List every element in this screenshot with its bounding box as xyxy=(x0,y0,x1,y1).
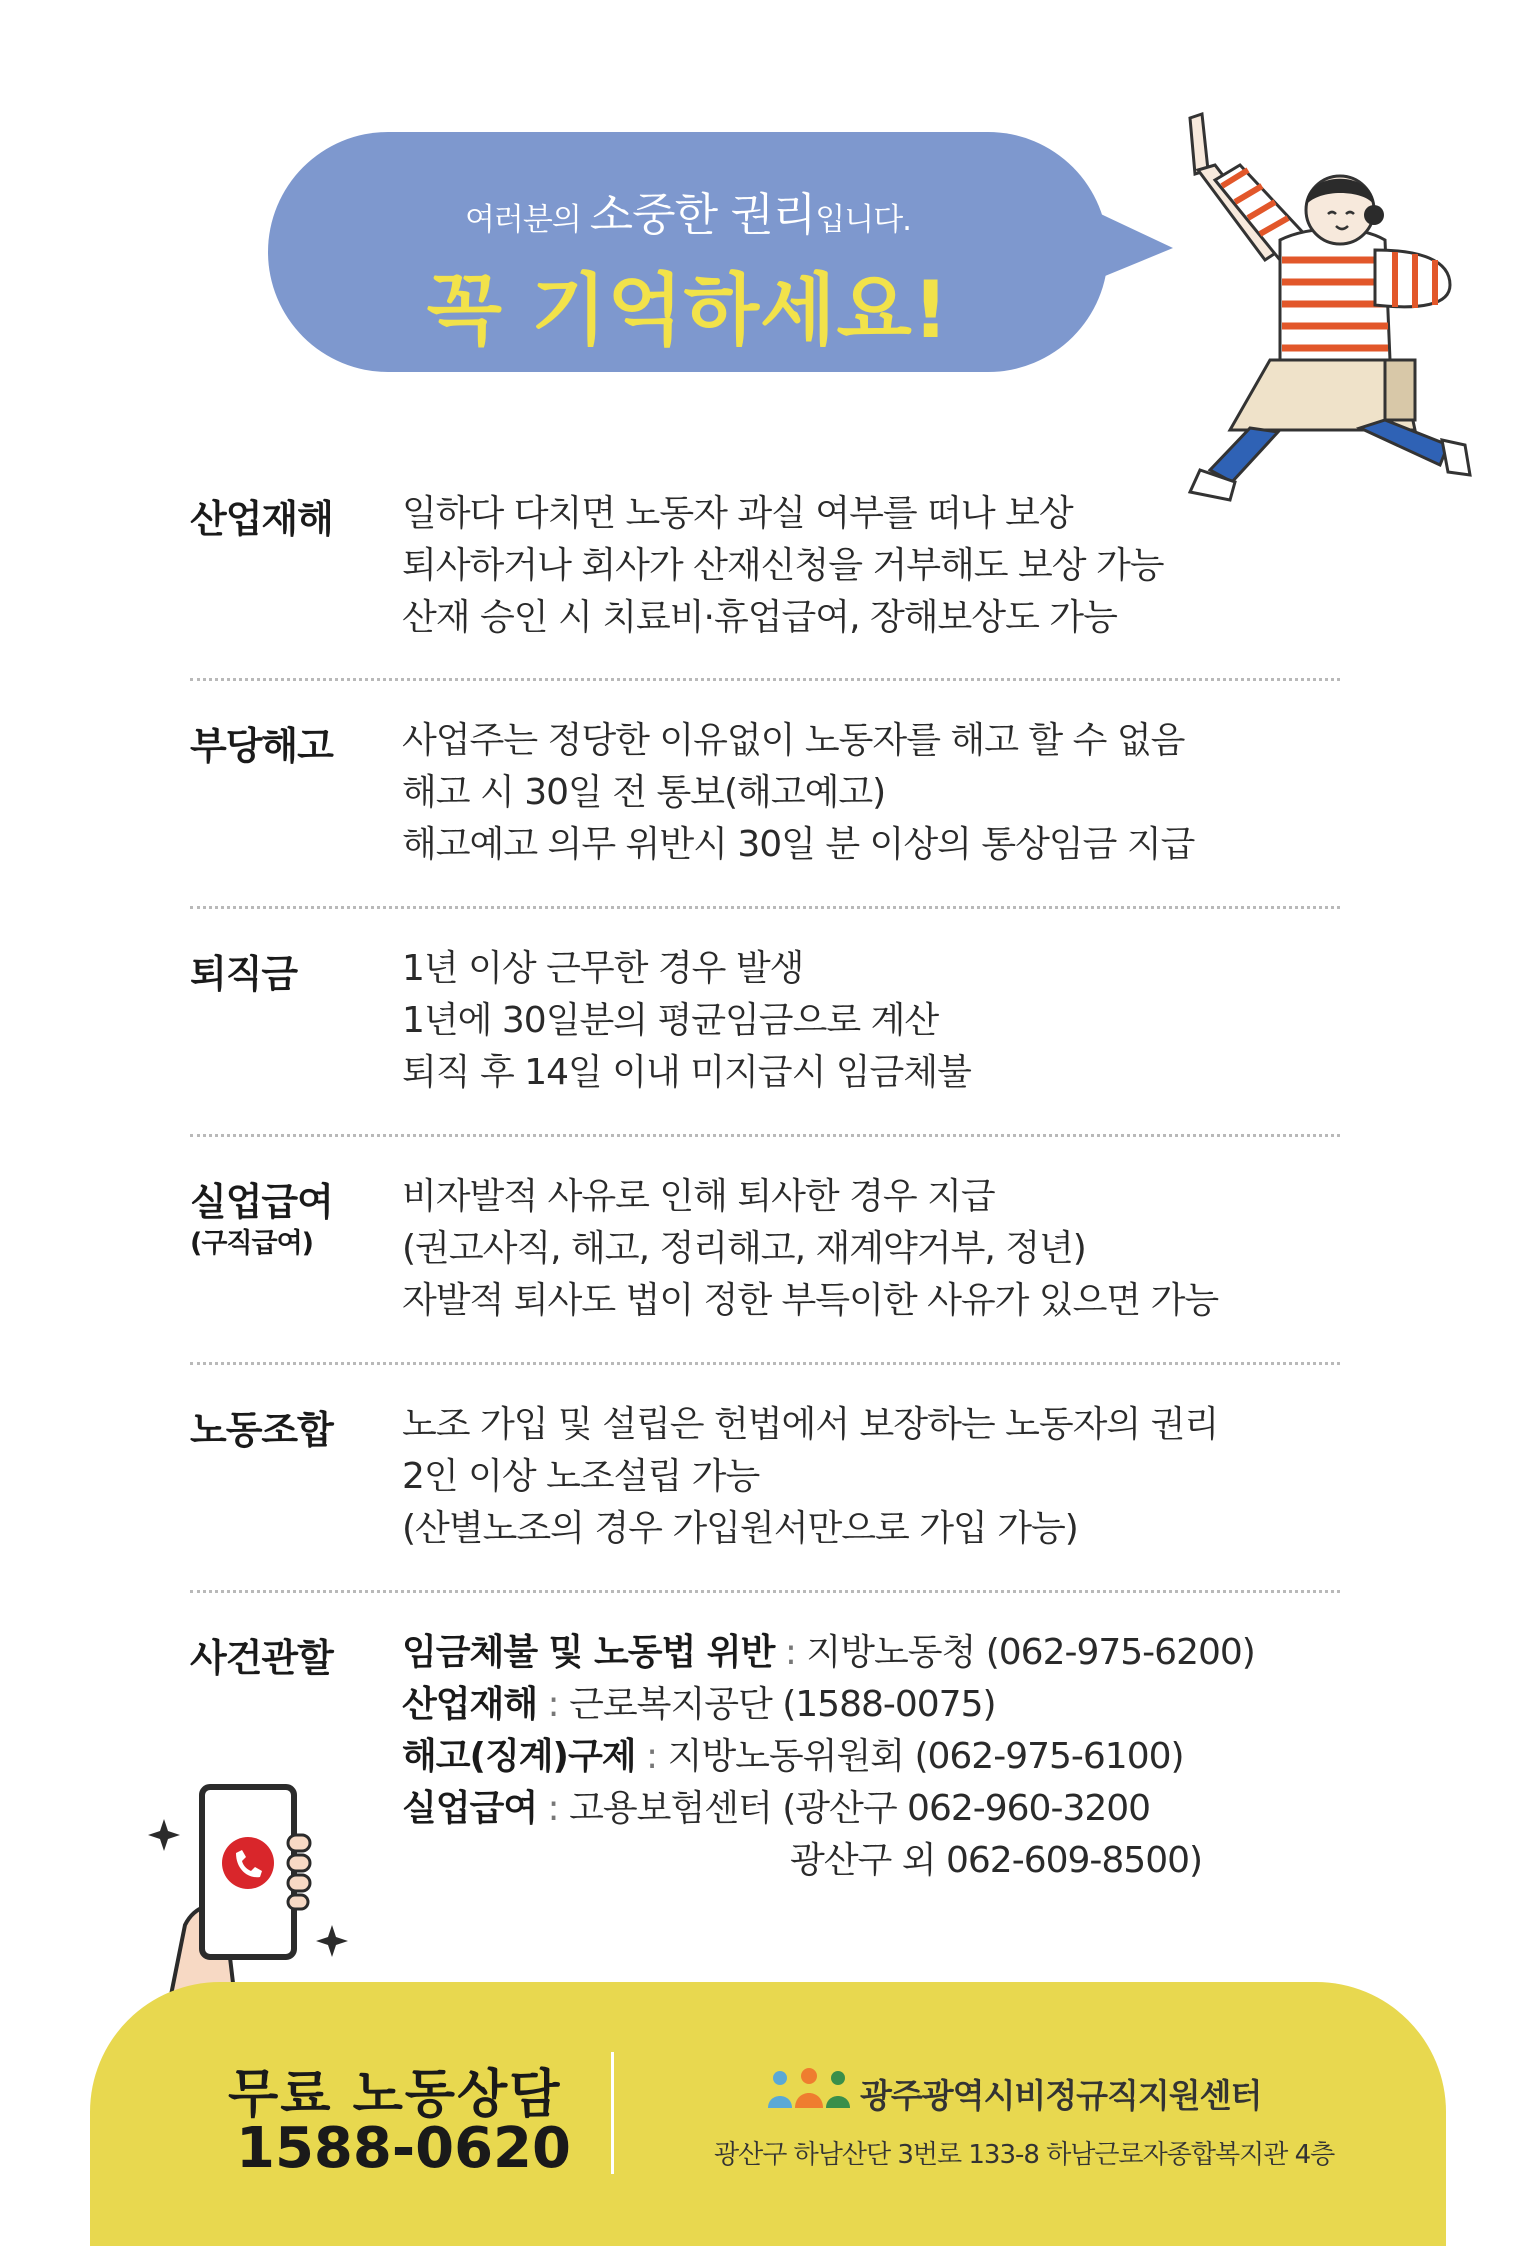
section-line: 퇴사하거나 회사가 산재신청을 거부해도 보상 가능 xyxy=(402,545,1164,586)
header-sub-prefix: 여러분의 xyxy=(464,202,581,238)
section-divider xyxy=(190,1134,1340,1137)
header-sub-emphasis: 소중한 권리 xyxy=(589,188,816,241)
jurisdiction-separator: : xyxy=(537,1788,570,1829)
section-line: 퇴직 후 14일 이내 미지급시 임금체불 xyxy=(402,1052,971,1093)
organization-name: 광주광역시비정규직지원센터 xyxy=(860,2076,1262,2115)
jurisdiction-label: 실업급여 xyxy=(402,1788,538,1829)
footer-divider xyxy=(611,2052,614,2174)
section-title: 사건관할 xyxy=(190,1636,333,1680)
organization-address: 광산구 하남산단 3번로 133-8 하남근로자종합복지관 4층 xyxy=(714,2140,1335,2170)
section-divider xyxy=(190,678,1340,681)
woman-pointing-icon xyxy=(1160,110,1490,530)
section-line: 1년에 30일분의 평균임금으로 계산 xyxy=(402,1000,939,1041)
jurisdiction-value: 지방노동청 (062-975-6200) xyxy=(806,1632,1255,1673)
section-title: 실업급여 xyxy=(190,1180,333,1224)
phone-in-hand-icon xyxy=(140,1775,380,2000)
section-lines xyxy=(402,943,971,1099)
section-line: 해고 시 30일 전 통보(해고예고) xyxy=(402,772,886,813)
section-title: 퇴직금 xyxy=(190,952,298,996)
section-line: 2인 이상 노조설립 가능 xyxy=(402,1456,760,1497)
free-consultation-title: 무료 노동상담 xyxy=(228,2065,562,2125)
people-group-logo-icon xyxy=(764,2066,854,2110)
jurisdiction-value: 고용보험센터 (광산구 062-960-3200 xyxy=(569,1788,1151,1829)
section-line: 노조 가입 및 설립은 헌법에서 보장하는 노동자의 권리 xyxy=(402,1404,1219,1445)
section-line: 산재 승인 시 치료비·휴업급여, 장해보상도 가능 xyxy=(402,597,1117,638)
section-line: 1년 이상 근무한 경우 발생 xyxy=(402,948,804,989)
section-line: 일하다 다치면 노동자 과실 여부를 떠나 보상 xyxy=(402,493,1073,534)
section-line: 해고예고 의무 위반시 30일 분 이상의 통상임금 지급 xyxy=(402,824,1195,865)
section-title: 노동조합 xyxy=(190,1408,333,1452)
section-line: (권고사직, 해고, 정리해고, 재계약거부, 정년) xyxy=(402,1228,1086,1269)
section-line: 비자발적 사유로 인해 퇴사한 경우 지급 xyxy=(402,1176,995,1217)
section-divider xyxy=(190,1590,1340,1593)
jurisdiction-label: 해고(징계)구제 xyxy=(402,1736,636,1777)
jurisdiction-item xyxy=(402,1679,1255,1731)
section-title: 부당해고 xyxy=(190,724,333,768)
section-divider xyxy=(190,1362,1340,1365)
jurisdiction-separator: : xyxy=(537,1684,570,1725)
free-consultation-phone[interactable]: 1588-0620 xyxy=(236,2116,571,2181)
section-title: 산업재해 xyxy=(190,497,333,541)
section-line: 자발적 퇴사도 법이 정한 부득이한 사유가 있으면 가능 xyxy=(402,1280,1219,1321)
jurisdiction-value: 근로복지공단 (1588-0075) xyxy=(569,1684,996,1725)
jurisdiction-separator: : xyxy=(635,1736,668,1777)
section-line: 사업주는 정당한 이유없이 노동자를 해고 할 수 없음 xyxy=(402,720,1185,761)
jurisdiction-separator: : xyxy=(774,1632,807,1673)
section-subtitle: (구직급여) xyxy=(190,1228,314,1259)
jurisdiction-item xyxy=(402,1627,1255,1679)
section-lines xyxy=(402,488,1164,644)
section-line: (산별노조의 경우 가입원서만으로 가입 가능) xyxy=(402,1508,1078,1549)
header-sub-suffix: 입니다. xyxy=(815,202,911,238)
jurisdiction-item xyxy=(402,1783,1255,1835)
jurisdiction-label: 산업재해 xyxy=(402,1684,538,1725)
section-divider xyxy=(190,906,1340,909)
jurisdiction-label: 임금체불 및 노동법 위반 xyxy=(402,1632,775,1673)
jurisdiction-continuation: 광산구 외 062-609-8500) xyxy=(790,1840,1203,1881)
jurisdiction-value: 지방노동위원회 (062-975-6100) xyxy=(667,1736,1184,1777)
header-subtitle xyxy=(268,178,1108,243)
section-lines xyxy=(402,1171,1218,1327)
jurisdiction-lines xyxy=(402,1627,1255,1887)
jurisdiction-item xyxy=(402,1731,1255,1783)
section-lines xyxy=(402,715,1194,871)
header-title: 꼭 기억하세요! xyxy=(426,266,950,356)
section-lines xyxy=(402,1399,1218,1555)
